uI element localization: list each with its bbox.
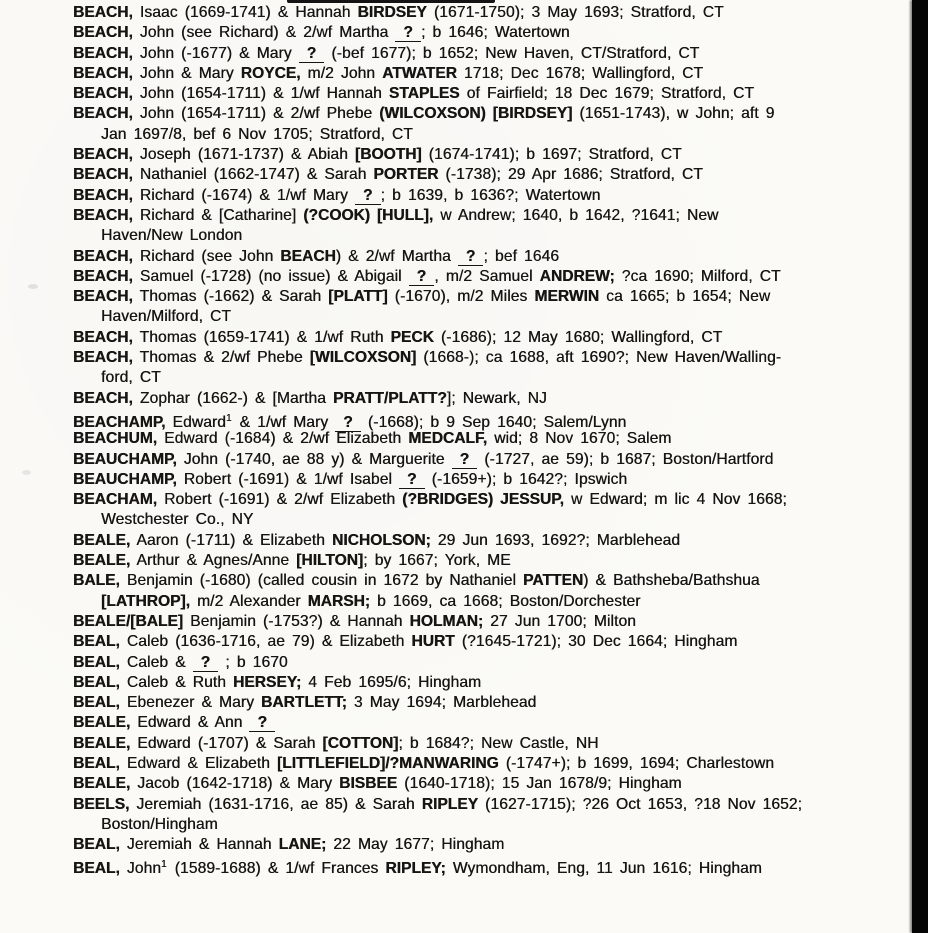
entry-line — [73, 795, 909, 815]
entry-line — [73, 673, 909, 693]
surname-text: RIPLEY; — [385, 860, 446, 878]
entry-line — [73, 612, 909, 632]
unknown-spouse-mark: ? — [193, 656, 219, 672]
entry-text: 22 May 1677; Hingham — [326, 836, 505, 854]
entry-line — [73, 186, 909, 206]
entry-text: Robert (-1691) & 2/wf Elizabeth — [157, 491, 403, 509]
entry-text: John — [119, 860, 162, 878]
surname-text: BEACH, — [73, 206, 133, 224]
entry-line — [73, 815, 909, 835]
entry-line — [73, 165, 909, 185]
entry-text: (-1659+); b 1642?; Ipswich — [424, 470, 628, 488]
surname-text: BEELS, — [73, 795, 130, 813]
entry-line — [73, 145, 909, 165]
entry-text: ]; Newark, NJ — [446, 389, 547, 407]
entry-text: Zophar (1662-) & [Martha — [132, 389, 333, 407]
entry-text: Thomas & 2/wf Phebe — [132, 349, 310, 367]
entry-line — [73, 368, 909, 388]
surname-text: BEAL, — [73, 860, 120, 878]
entry-text: 27 Jun 1700; Milton — [483, 612, 636, 630]
entry-text: , m/2 Samuel — [434, 267, 540, 285]
entry-line — [73, 247, 909, 267]
scan-speck — [22, 470, 31, 475]
surname-text: (?COOK) [HULL], — [303, 206, 434, 224]
entry-line — [73, 592, 909, 612]
entry-line — [73, 267, 909, 287]
surname-text: BEAL, — [73, 633, 120, 651]
entry-text: w Andrew; 1640, b 1642, ?1641; New — [433, 206, 719, 224]
entry-text: (-1686); 12 May 1680; Wallingford, CT — [433, 328, 723, 346]
entry-text: John (-1677) & Mary — [132, 44, 299, 62]
entry-text: Arthur & Agnes/Anne — [130, 552, 297, 570]
surname-text: BEAL, — [73, 754, 120, 772]
surname-text: BEALE, — [73, 552, 131, 570]
unknown-spouse-mark: ? — [249, 716, 275, 732]
entry-text: Thomas (-1662) & Sarah — [132, 288, 329, 306]
entry-text: Benjamin (-1680) (called cousin in 1672 by Nathaniel — [119, 572, 524, 590]
surname-text: BEAL, — [73, 653, 120, 671]
entry-text: ; b 1670 — [218, 653, 288, 671]
unknown-spouse-mark: ? — [458, 250, 484, 266]
entry-text: Samuel (-1728) (no issue) & Abigail — [132, 267, 409, 285]
surname-text: BEACH, — [73, 349, 133, 367]
entry-text: b 1669, ca 1668; Boston/Dorchester — [369, 592, 641, 610]
entry-line — [73, 632, 909, 652]
entry-line — [73, 693, 909, 713]
surname-text: STAPLES — [388, 85, 460, 103]
entry-text: Isaac (1669-1741) & Hannah — [132, 4, 358, 21]
surname-text: BEAL, — [73, 836, 120, 854]
entry-text: of Fairfield; 18 Dec 1679; Stratford, CT — [459, 85, 755, 103]
surname-text: BEACHUM, — [73, 430, 158, 448]
entry-text: Edward (-1684) & 2/wf Elizabeth — [157, 430, 409, 448]
entry-text: Edward & Ann — [130, 714, 250, 732]
surname-text: [PLATT] — [328, 288, 388, 306]
entry-line — [73, 328, 909, 348]
entry-text: w Edward; m lic 4 Nov 1668; — [563, 491, 787, 509]
surname-text: [LITTLEFIELD]/?MANWARING — [276, 754, 499, 772]
entry-line — [73, 754, 909, 774]
surname-text: BEACH, — [73, 4, 133, 21]
surname-text: NICHOLSON; — [331, 531, 431, 549]
entry-text: Robert (-1691) & 1/wf Isabel — [176, 470, 399, 488]
entry-line — [73, 450, 909, 470]
surname-text: (WILCOXSON) [BIRDSEY] — [379, 105, 573, 123]
surname-text: [BOOTH] — [354, 146, 422, 164]
surname-text: PECK — [390, 328, 434, 346]
entry-text: Jeremiah (1631-1716, ae 85) & Sarah — [129, 795, 422, 813]
entry-text: Nathaniel (1662-1747) & Sarah — [132, 166, 374, 184]
entry-text: Edward (-1707) & Sarah — [130, 734, 323, 752]
entry-text: 29 Jun 1693, 1692?; Marblehead — [430, 531, 681, 549]
entry-text: ; bef 1646 — [483, 247, 560, 265]
entry-line — [73, 409, 909, 429]
entry-text: (?1645-1721); 30 Dec 1664; Hingham — [454, 633, 738, 651]
entry-line — [73, 226, 909, 246]
entry-line — [73, 774, 909, 794]
entry-text: Richard (-1674) & 1/wf Mary — [132, 186, 355, 204]
surname-text: PRATT/PLATT? — [333, 389, 447, 407]
entry-text: (1640-1718); 15 Jan 1678/9; Hingham — [397, 775, 682, 793]
surname-text: HERSEY; — [233, 673, 302, 691]
entry-line — [73, 64, 909, 84]
surname-text: BEALE, — [73, 775, 131, 793]
entry-text: Aaron (-1711) & Elizabeth — [130, 531, 332, 549]
entry-line — [73, 3, 909, 23]
entry-text: John (1654-1711) & 2/wf Phebe — [132, 105, 380, 123]
entry-line — [73, 571, 909, 591]
surname-text: BEALE, — [73, 714, 131, 732]
entry-line — [73, 490, 909, 510]
entry-text: Jan 1697/8, bef 6 Nov 1705; Stratford, CT — [101, 125, 413, 143]
unknown-spouse-mark: ? — [335, 416, 361, 432]
surname-text: BEAUCHAMP, — [73, 450, 177, 468]
entry-text: ) & 2/wf Martha — [335, 247, 458, 265]
surname-text: ANDREW; — [539, 267, 615, 285]
surname-text: MEDCALF, — [408, 430, 488, 448]
surname-text: BISBEE — [339, 775, 398, 793]
surname-text: BEAL, — [73, 694, 120, 712]
entry-text: ?ca 1690; Milford, CT — [614, 267, 781, 285]
entry-text: John & Mary — [132, 64, 241, 82]
entry-text: (1668-); ca 1688, aft 1690?; New Haven/Walling- — [416, 349, 782, 367]
superscript-generation: 1 — [225, 412, 232, 424]
entry-text: John (see Richard) & 2/wf Martha — [132, 24, 396, 42]
surname-text: BEACH, — [73, 186, 133, 204]
unknown-spouse-mark: ? — [355, 189, 381, 205]
entry-line — [73, 510, 909, 530]
entry-text: Caleb & Ruth — [119, 673, 233, 691]
entry-line — [73, 835, 909, 855]
surname-text: BEACH, — [73, 85, 133, 103]
entry-text: ; by 1667; York, ME — [363, 552, 511, 570]
entry-text: m/2 John — [300, 64, 383, 82]
unknown-spouse-mark: ? — [299, 47, 325, 63]
surname-text: BEACH — [280, 247, 336, 265]
entry-text: Caleb & — [119, 653, 193, 671]
entry-text: & 1/wf Mary — [232, 413, 336, 431]
entry-line — [73, 287, 909, 307]
surname-text: LANE; — [278, 836, 327, 854]
entry-text: Thomas (1659-1741) & 1/wf Ruth — [132, 328, 391, 346]
entry-text: Westchester Co., NY — [101, 511, 254, 529]
entry-line — [73, 713, 909, 733]
entry-line — [73, 389, 909, 409]
entry-text: (-1727, ae 59); b 1687; Boston/Hartford — [477, 450, 774, 468]
surname-text: BEACH, — [73, 166, 133, 184]
entry-text: (1651-1743), w John; aft 9 — [572, 105, 775, 123]
entry-text: 4 Feb 1695/6; Hingham — [301, 673, 482, 691]
entry-text: (1674-1741); b 1697; Stratford, CT — [421, 146, 682, 164]
surname-text: HURT — [411, 633, 455, 651]
entry-text: m/2 Alexander — [189, 592, 308, 610]
surname-text: MARSH; — [307, 592, 370, 610]
surname-text: [COTTON] — [322, 734, 399, 752]
entry-text: Caleb (1636-1716, ae 79) & Elizabeth — [119, 633, 412, 651]
entry-line — [73, 206, 909, 226]
unknown-spouse-mark: ? — [409, 270, 435, 286]
entry-text: ; b 1639, b 1636?; Watertown — [380, 186, 601, 204]
entry-text: 1718; Dec 1678; Wallingford, CT — [456, 64, 704, 82]
entry-text: Benjamin (-1753?) & Hannah — [183, 612, 410, 630]
surname-text: BEACH, — [73, 288, 133, 306]
surname-text: ATWATER — [382, 64, 457, 82]
entry-text: Jeremiah & Hannah — [119, 836, 279, 854]
surname-text: BEACH, — [73, 105, 133, 123]
entry-text: (1589-1688) & 1/wf Frances — [167, 860, 386, 878]
entry-text: Ebenezer & Mary — [119, 694, 262, 712]
entry-line — [73, 23, 909, 43]
entry-text: (1627-1715); ?26 Oct 1653, ?18 Nov 1652; — [478, 795, 803, 813]
unknown-spouse-mark: ? — [452, 453, 478, 469]
surname-text: BEALE, — [73, 531, 131, 549]
entry-line — [73, 551, 909, 571]
entry-text: Edward & Elizabeth — [119, 754, 277, 772]
surname-text: BEAUCHAMP, — [73, 470, 177, 488]
entry-line — [73, 348, 909, 368]
entry-line — [73, 104, 909, 124]
entry-line — [73, 855, 909, 878]
entry-text: 3 May 1694; Marblehead — [346, 694, 537, 712]
entry-text: John (-1740, ae 88 y) & Marguerite — [176, 450, 452, 468]
surname-text: BARTLETT; — [261, 694, 347, 712]
entry-text: ; b 1646; Watertown — [420, 24, 570, 42]
surname-text: BEACHAM, — [73, 491, 158, 509]
unknown-spouse-mark: ? — [399, 473, 425, 489]
entry-text: Boston/Hingham — [101, 815, 218, 833]
entry-text: Richard & [Catharine] — [132, 206, 304, 224]
surname-text: HOLMAN; — [409, 612, 484, 630]
entry-text: Haven/New London — [101, 227, 243, 245]
surname-text: BEACH, — [73, 24, 133, 42]
entry-text: ; b 1684?; New Castle, NH — [398, 734, 599, 752]
surname-text: BEACHAMP, — [73, 413, 166, 431]
entry-line — [73, 734, 909, 754]
entry-text: Richard (see John — [132, 247, 281, 265]
marriage-entries-list — [73, 3, 909, 876]
entry-line — [73, 307, 909, 327]
entry-text: John (1654-1711) & 1/wf Hannah — [132, 85, 389, 103]
surname-text: BEAL, — [73, 673, 120, 691]
surname-text: BEACH, — [73, 389, 133, 407]
surname-text: BEALE/[BALE] — [73, 612, 184, 630]
surname-text: [LATHROP], — [101, 592, 190, 610]
entry-text: ) & Bathsheba/Bathshua — [583, 572, 760, 590]
entry-text: Joseph (1671-1737) & Abiah — [132, 146, 355, 164]
entry-line — [73, 84, 909, 104]
entry-text: ford, CT — [101, 369, 161, 387]
entry-text: Wymondham, Eng, 11 Jun 1616; Hingham — [445, 860, 762, 878]
surname-text: (?BRIDGES) JESSUP, — [402, 491, 564, 509]
surname-text: [HILTON] — [296, 552, 364, 570]
superscript-generation: 1 — [161, 859, 167, 871]
entry-text: ca 1665; b 1654; New — [599, 288, 771, 306]
surname-text: BEACH, — [73, 146, 133, 164]
entry-text: (-1670), m/2 Miles — [387, 288, 535, 306]
entry-text: (-1738); 29 Apr 1686; Stratford, CT — [438, 166, 703, 184]
surname-text: ROYCE, — [240, 64, 301, 82]
entry-text: Edward — [165, 413, 226, 431]
surname-text: BEACH, — [73, 328, 133, 346]
surname-text: BEACH, — [73, 64, 133, 82]
surname-text: BEACH, — [73, 44, 133, 62]
entry-text: Jacob (1642-1718) & Mary — [130, 775, 340, 793]
surname-text: MERWIN — [534, 288, 600, 306]
surname-text: PORTER — [373, 166, 439, 184]
entry-text: (-1747+); b 1699, 1694; Charlestown — [498, 754, 775, 772]
entry-line — [73, 429, 909, 449]
unknown-spouse-mark: ? — [395, 26, 421, 42]
surname-text: BEACH, — [73, 247, 133, 265]
surname-text: [WILCOXSON] — [309, 349, 417, 367]
entry-line — [73, 653, 909, 673]
entry-text: (-bef 1677); b 1652; New Haven, CT/Stratford, CT — [324, 44, 700, 62]
entry-text: wid; 8 Nov 1670; Salem — [487, 430, 672, 448]
entry-line — [73, 44, 909, 64]
surname-text: BALE, — [73, 572, 120, 590]
surname-text: BIRDSEY — [357, 4, 427, 21]
entry-line — [73, 531, 909, 551]
entry-line — [73, 125, 909, 145]
surname-text: BEACH, — [73, 267, 133, 285]
surname-text: BEALE, — [73, 734, 131, 752]
scan-speck — [28, 284, 38, 289]
entry-text: Haven/Milford, CT — [101, 308, 231, 326]
entry-line — [73, 470, 909, 490]
scan-border-right — [912, 0, 928, 933]
surname-text: RIPLEY — [421, 795, 479, 813]
surname-text: PATTEN — [523, 572, 584, 590]
entry-text: (1671-1750); 3 May 1693; Stratford, CT — [426, 4, 724, 21]
entry-text: (-1668); b 9 Sep 1640; Salem/Lynn — [360, 413, 627, 431]
